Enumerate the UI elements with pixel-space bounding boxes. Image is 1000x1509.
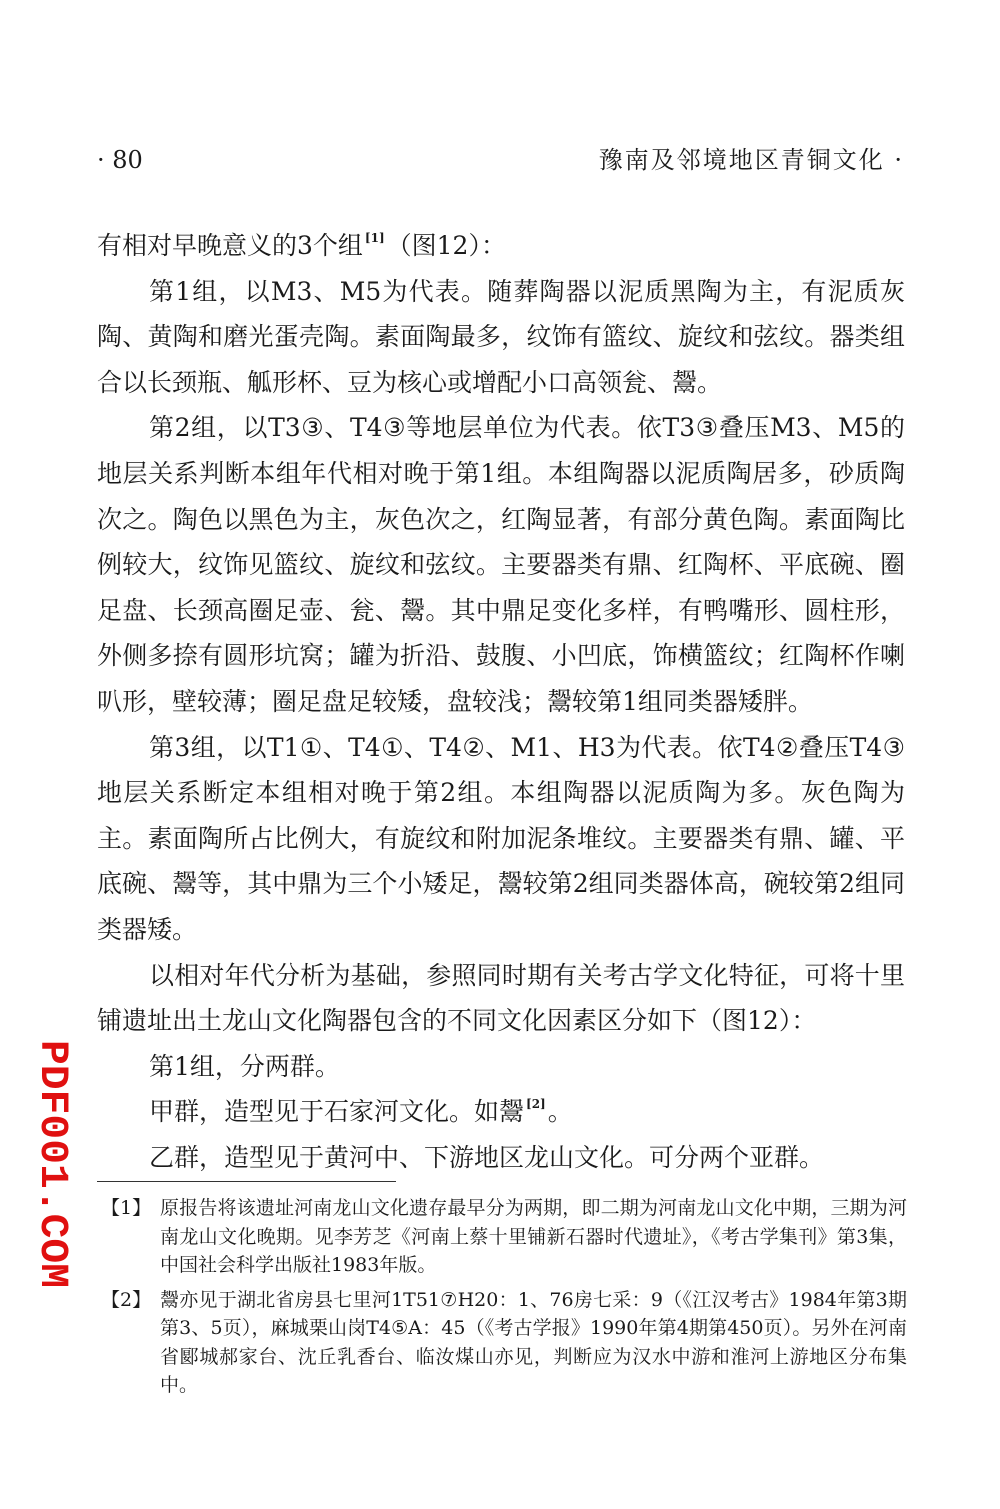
paragraph-2: 第1组，以M3、M5为代表。随葬陶器以泥质黑陶为主，有泥质灰陶、黄陶和磨光蛋壳陶。素面陶最多，纹饰有篮纹、旋纹和弦纹。器类组合以长颈瓶、觚形杯、豆为核心或增配小口高领瓮、鬶。 (97, 276, 905, 397)
paragraph-7 (97, 1089, 905, 1135)
footnote-1-text: 原报告将该遗址河南龙山文化遗存最早分为两期，即二期为河南龙山文化中期，三期为河南龙山文化晚期。见李芳芝《河南上蔡十里铺新石器时代遗址》，《考古学集刊》第3集，中国社会科学出版社1983年版。 (160, 1197, 907, 1276)
running-title: 豫南及邻境地区青铜文化 · (598, 146, 904, 174)
paragraph-7-tail: 。 (547, 1097, 573, 1127)
page-number: · 80 (97, 146, 143, 174)
footnote-1-mark: 【1】 (101, 1197, 152, 1219)
paragraph-3: 第2组，以T3③、T4③等地层单位为代表。依T3③叠压M3、M5的地层关系判断本组年代相对晚于第1组。本组陶器以泥质陶居多，砂质陶次之。陶色以黑色为主，灰色次之，红陶显著，有部分黄色陶。素面陶比例较大，纹饰见篮纹、旋纹和弦纹。主要器类有鼎、红陶杯、平底碗、圈足盘、长颈高圈足壶、瓮、鬶。其中鼎足变化多样，有鸭嘴形、圆柱形，外侧多捺有圆形坑窝；罐为折沿、鼓腹、小凹底，饰横篮纹；红陶杯作喇叭形，壁较薄；圈足盘足较矮，盘较浅；鬶较第1组同类器矮胖。 (97, 413, 905, 716)
paragraph-1 (97, 223, 905, 269)
paragraph-7-text: 甲群，造型见于石家河文化。如鬶 (149, 1097, 525, 1127)
footnote-divider (97, 1181, 396, 1182)
watermark-logo (11, 1040, 74, 1290)
paragraph-5: 以相对年代分析为基础，参照同时期有关考古学文化特征，可将十里铺遗址出土龙山文化陶器包含的不同文化因素区分如下（图12）： (97, 960, 905, 1036)
footnote-2-text: 鬶亦见于湖北省房县七里河1T51⑦H20：1、76房七采：9（《江汉考古》1984年第3期第3、5页），麻城栗山岗T4⑤A：45（《考古学报》1990年第4期第450页）。另外在河南省郾城郝家台、沈丘乳香台、临汝煤山亦见，判断应为汉水中游和淮河上游地区分布集中。 (160, 1288, 907, 1396)
footnote-1 (97, 1194, 907, 1280)
paragraph-1-tail: （图12）： (386, 231, 506, 260)
paragraph-6: 第1组，分两群。 (149, 1051, 340, 1081)
watermark-text: PDF001.COM (29, 1040, 74, 1281)
footnote-2-mark: 【2】 (101, 1288, 152, 1311)
body-text (97, 223, 905, 1180)
footnote-ref-1[interactable]: [1] (364, 231, 385, 245)
paragraph-4: 第3组，以T1①、T4①、T4②、M1、H3为代表。依T4②叠压T4③地层关系断定本组相对晚于第2组。本组陶器以泥质陶为多。灰色陶为主。素面陶所占比例大，有旋纹和附加泥条堆纹。主要器类有鼎、罐、平底碗、鬶等，其中鼎为三个小矮足，鬶较第2组同类器体高，碗较第2组同类器矮。 (97, 732, 905, 944)
footnote-ref-2[interactable]: [2] (526, 1097, 546, 1112)
paragraph-8: 乙群，造型见于黄河中、下游地区龙山文化。可分两个亚群。 (149, 1142, 825, 1172)
footnotes (97, 1194, 907, 1406)
paragraph-1-text: 有相对早晚意义的3个组 (97, 231, 363, 260)
footnote-2 (97, 1286, 907, 1400)
